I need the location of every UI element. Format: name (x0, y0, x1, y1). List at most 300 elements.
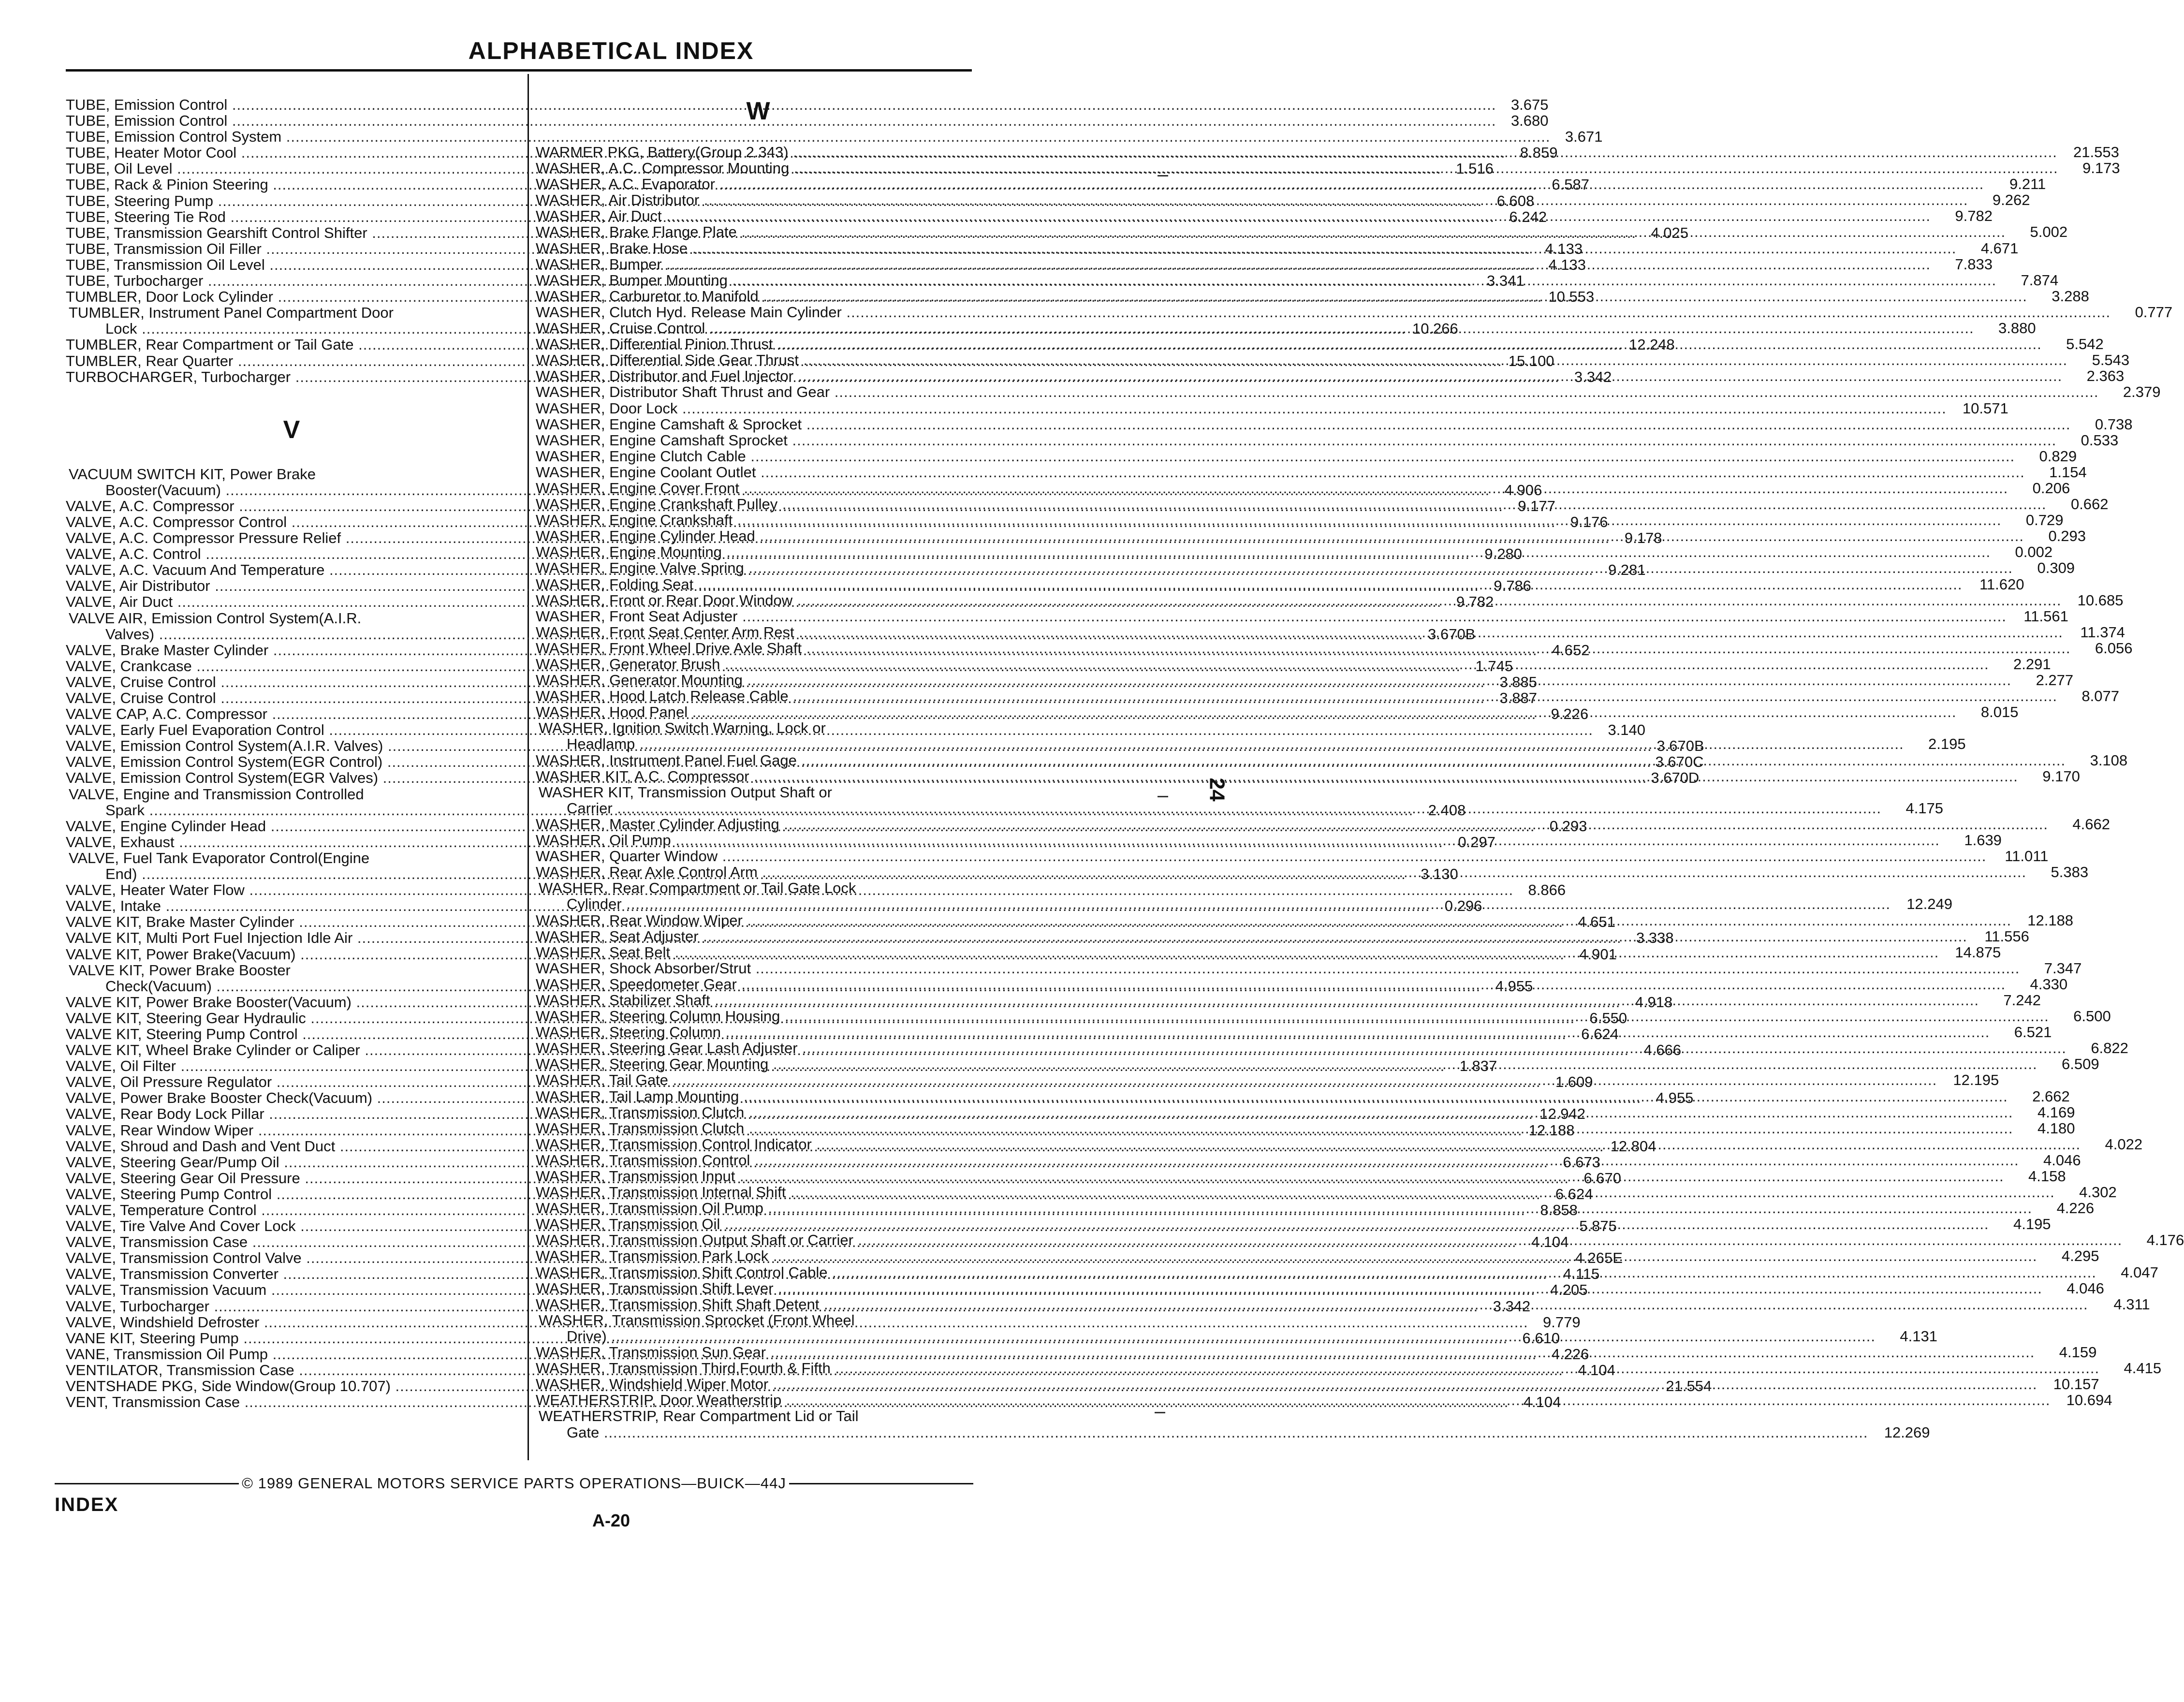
entry-page: 4.906 (1504, 481, 1542, 499)
entry-label: WASHER, Generator Brush ..... (536, 656, 1989, 672)
entry-label: WASHER, Hood Panel ..... (536, 704, 1956, 720)
entry-page: 5.543 (2092, 352, 2130, 369)
entry-page: 3.670B (1656, 737, 1704, 755)
entry-page: 4.104 (1531, 1233, 1569, 1251)
entry-label: WASHER, Oil Pump ..... (536, 832, 1940, 848)
entry-page: 3.670B (1428, 625, 1476, 643)
entry-page: 4.046 (2067, 1279, 2104, 1297)
entry-page: 3.338 (1636, 929, 1674, 947)
index-entry (66, 96, 1549, 113)
entry-page: 9.782 (1955, 207, 1993, 225)
entry-page: 2.379 (2123, 383, 2161, 401)
entry-page: 9.262 (1992, 191, 2030, 209)
entry-label: WASHER, Transmission Control Indicator ..... (536, 1136, 2081, 1152)
entry-label: WASHER KIT, A.C. Compressor ..... (536, 768, 2018, 784)
entry-page: 5.383 (2051, 864, 2089, 881)
entry-page: 12.942 (1539, 1105, 1585, 1123)
entry-page: 0.309 (2037, 559, 2075, 577)
entry-page: 6.670 (1583, 1169, 1622, 1187)
entry-label: VALVE, Exhaust ..... (66, 834, 1443, 850)
entry-page: 0.662 (2070, 496, 2109, 513)
entry-page: 4.671 (1980, 239, 2019, 257)
entry-label: TUBE, Steering Tie Rod ..... (66, 209, 1495, 225)
entry-label: WASHER, Carburetor to Manifold ..... (536, 288, 2027, 304)
title-rule (66, 69, 972, 72)
entry-label: VALVE, Emission Control System(EGR Valves) ..... (66, 770, 1647, 786)
entry-label: VALVE, Transmission Control Valve ..... (66, 1250, 1570, 1266)
entry-page: 4.205 (1550, 1281, 1588, 1299)
entry-page: 9.170 (2042, 767, 2080, 785)
entry-label: WASHER, Engine Clutch Cable ..... (536, 448, 2015, 464)
entry-label: WASHER, Steering Gear Lash Adjuster ..... (536, 1040, 2067, 1056)
entry-page: 6.521 (2014, 1024, 2052, 1041)
entry-label: WASHER, Hood Latch Release Cable ..... (536, 688, 2057, 704)
entry-label: VALVE, Early Fuel Evaporation Control ..... (66, 722, 1593, 738)
entry-page: 4.666 (1643, 1042, 1682, 1059)
entry-label: WASHER, Generator Mounting ..... (536, 672, 2011, 688)
entry-label: WARMER PKG, Battery(Group 2.343) ..... (536, 144, 2057, 160)
index-entry (536, 607, 2068, 625)
entry-label: VALVE, Steering Gear/Pump Oil ..... (66, 1154, 1548, 1170)
entry-label: VALVE, Oil Pressure Regulator ..... (66, 1074, 1540, 1090)
entry-w-rear-line2: Cylinder ..... (536, 896, 1891, 912)
index-entry (536, 415, 2133, 433)
entry-page: 4.133 (1548, 256, 1586, 273)
entry-page: 4.226 (1551, 1345, 1589, 1363)
entry-page: 6.500 (2073, 1008, 2111, 1025)
entry-page: 3.670D (1651, 769, 1700, 787)
entry-label: VALVE KIT, Steering Gear Hydraulic ..... (66, 1010, 1575, 1026)
entry-label: WASHER, Transmission Control ..... (536, 1152, 2019, 1168)
entry-label: WASHER, Front Seat Adjuster ..... (536, 608, 2007, 624)
entry-label: VALVE, Rear Window Wiper ..... (66, 1122, 1523, 1138)
entry-label: VALVE, A.C. Vacuum And Temperature ..... (66, 562, 1594, 578)
entry-page: 4.295 (2061, 1247, 2099, 1265)
index-entry (536, 959, 2082, 977)
entry-label: WASHER, Seat Adjuster ..... (536, 928, 1967, 944)
entry-valve-spark-line2: Spark ..... (66, 802, 1413, 818)
entry-page: 4.133 (1545, 240, 1583, 257)
entry-page: 10.571 (1962, 399, 2008, 417)
entry-page: 2.277 (2036, 672, 2074, 689)
entry-page: 4.662 (2072, 815, 2110, 833)
entry-page: 6.550 (1589, 1009, 1627, 1027)
entry-vacuum-kit-line1: VACUUM SWITCH KIT, Power Brake (69, 465, 316, 483)
entry-page: 0.533 (2081, 431, 2119, 449)
entry-page: 4.176 (2146, 1232, 2184, 1249)
entry-label: WASHER, Transmission Shift Control Cable ..... (536, 1264, 2096, 1280)
entry-label: VALVE, Temperature Control ..... (66, 1202, 1525, 1218)
section-heading-w: W (746, 97, 770, 125)
entry-label: WASHER, Steering Gear Mounting ..... (536, 1056, 2037, 1072)
entry-w-ignition-line2: Headlamp ..... (536, 736, 1904, 752)
entry-label: VALVE, Engine Cylinder Head ..... (66, 818, 1535, 834)
entry-label: WASHER, Steering Column ..... (536, 1024, 1990, 1040)
entry-page: 1.609 (1555, 1073, 1593, 1091)
entry-label: WASHER, Shock Absorber/Strut ..... (536, 960, 2020, 976)
entry-label: WASHER, Tail Lamp Mounting ..... (536, 1088, 2008, 1104)
entry-label: WASHER, Speedometer Gear ..... (536, 976, 2006, 992)
margin-tick (1155, 1412, 1165, 1413)
entry-label: WASHER, Transmission Input ..... (536, 1168, 2004, 1184)
entry-page: 0.777 (2135, 303, 2173, 321)
footer (55, 1475, 973, 1492)
entry-vacuum-kit-line2: Booster(Vacuum) ..... (66, 482, 1490, 498)
index-entry (536, 303, 2173, 321)
entry-label: VALVE, Steering Gear Oil Pressure ..... (66, 1170, 1569, 1186)
entry-label: WASHER, Air Distributor ..... (536, 192, 1968, 208)
entry-page: 6.509 (2062, 1056, 2099, 1073)
entry-page: 2.363 (2086, 367, 2125, 385)
entry-label: VALVE, A.C. Compressor Control ..... (66, 514, 1555, 530)
index-entry (536, 1423, 1930, 1441)
entry-label: VALVE, A.C. Compressor Pressure Relief ..... (66, 530, 1610, 546)
entry-page: 3.342 (1574, 368, 1612, 385)
entry-label: WASHER, Bumper Mounting ..... (536, 272, 1996, 288)
entry-label: WEATHERSTRIP, Door Weatherstrip ..... (536, 1392, 2050, 1408)
entry-label: TURBOCHARGER, Turbocharger ..... (66, 369, 1559, 385)
entry-page: 4.265E (1575, 1249, 1623, 1267)
entry-page: 3.671 (1565, 128, 1603, 146)
entry-label: WASHER, Transmission Shift Lever ..... (536, 1280, 2042, 1296)
entry-page: 4.175 (1906, 799, 1944, 817)
entry-label: VANE, Transmission Oil Pump ..... (66, 1346, 1537, 1362)
entry-page: 9.779 (1543, 1313, 1581, 1331)
entry-page: 11.561 (2023, 607, 2068, 625)
entry-page: 7.242 (2003, 991, 2041, 1009)
entry-label: VALVE, A.C. Compressor ..... (66, 498, 1503, 514)
entry-page: 4.330 (2030, 975, 2068, 993)
entry-label: TUBE, Oil Level ..... (66, 161, 1441, 176)
entry-page: 4.025 (1651, 224, 1688, 241)
entry-label: WASHER, Engine Cylinder Head ..... (536, 528, 2024, 544)
entry-tumbler-panel-line1: TUMBLER, Instrument Panel Compartment Door (69, 304, 394, 322)
entry-label: WASHER, Rear Window Wiper ..... (536, 912, 2011, 928)
entry-label: WASHER, Transmission Clutch ..... (536, 1120, 2013, 1136)
entry-label: WASHER, Instrument Panel Fuel Gage ..... (536, 752, 2066, 768)
entry-page: 14.875 (1955, 943, 2001, 961)
entry-label: VALVE, Turbocharger ..... (66, 1298, 1478, 1314)
entry-page: 9.786 (1494, 577, 1531, 595)
entry-page: 21.554 (1666, 1378, 1712, 1395)
entry-valve-fuel-line2: End) ..... (66, 866, 1406, 882)
page-number: A-20 (592, 1511, 630, 1530)
entry-label: VALVE, Emission Control System(EGR Control) ..... (66, 754, 1652, 770)
entry-page: 4.022 (2105, 1135, 2143, 1153)
entry-page: 6.242 (1509, 208, 1547, 225)
entry-label: WASHER, Engine Valve Spring ..... (536, 560, 2013, 576)
entry-label: VALVE, Windshield Defroster ..... (66, 1314, 1528, 1330)
entry-label: WASHER, Door Lock ..... (536, 400, 1947, 416)
entry-page: 6.608 (1496, 192, 1535, 209)
entry-page: 11.011 (2005, 848, 2049, 865)
entry-page: 9.178 (1624, 529, 1662, 547)
entry-page: 9.173 (2082, 160, 2120, 177)
index-label: INDEX (55, 1494, 119, 1515)
entry-page: 11.620 (1979, 575, 2024, 593)
entry-page: 21.553 (2073, 144, 2119, 161)
entry-label: VALVE, Cruise Control ..... (66, 690, 1485, 706)
entry-label: WASHER, Distributor and Fuel Injector ..... (536, 368, 2062, 384)
entry-page: 12.248 (1628, 336, 1675, 353)
entry-w-weather-line2: Gate ..... (536, 1424, 1868, 1440)
entry-label: WASHER, Transmission Clutch ..... (536, 1104, 2013, 1120)
entry-label: VALVE KIT, Steering Pump Control ..... (66, 1026, 1567, 1042)
entry-label: TUBE, Transmission Oil Level ..... (66, 257, 1534, 273)
entry-label: VALVE, Transmission Converter ..... (66, 1266, 1547, 1282)
entry-label: WASHER, Steering Column Housing ..... (536, 1008, 2049, 1024)
entry-label: TUMBLER, Door Lock Cylinder ..... (66, 289, 1542, 305)
entry-page: 4.046 (2043, 1151, 2081, 1169)
entry-page: 8.015 (1980, 704, 2019, 721)
entry-valve-booster-line1: VALVE KIT, Power Brake Booster (69, 961, 291, 979)
entry-label: VALVE, Transmission Vacuum ..... (66, 1282, 1536, 1298)
entry-label: WASHER, Transmission Oil ..... (536, 1216, 1989, 1232)
entry-label: VALVE, Transmission Case ..... (66, 1234, 1516, 1250)
entry-label: VENTILATOR, Transmission Case ..... (66, 1362, 1563, 1378)
entry-label: WASHER, Rear Axle Control Arm ..... (536, 864, 2026, 880)
entry-page: 10.694 (2066, 1392, 2112, 1409)
entry-page: 3.341 (1487, 272, 1524, 290)
index-entry (536, 848, 2049, 865)
entry-page: 9.280 (1484, 545, 1522, 563)
entry-label: VENT, Transmission Case ..... (66, 1394, 1509, 1410)
entry-label: VENTSHADE PKG, Side Window(Group 10.707) ..... (66, 1378, 1659, 1394)
entry-page: 1.516 (1456, 160, 1494, 177)
footer-rule-right (789, 1483, 973, 1484)
entry-label: VALVE, Tire Valve And Cover Lock ..... (66, 1218, 1565, 1234)
entry-page: 4.651 (1578, 913, 1615, 931)
entry-label: VALVE KIT, Wheel Brake Cylinder or Caliper ..... (66, 1042, 1629, 1058)
entry-label: VALVE, Air Distributor ..... (66, 578, 1479, 594)
entry-page: 9.177 (1518, 497, 1555, 514)
entry-label: WASHER, Quarter Window ..... (536, 848, 1986, 864)
entry-label: VALVE, Air Duct ..... (66, 594, 1441, 610)
entry-page: 10.266 (1412, 320, 1458, 337)
entry-page: 4.104 (1523, 1394, 1561, 1411)
entry-page: 9.211 (2009, 176, 2046, 193)
entry-w-weather-line1: WEATHERSTRIP, Rear Compartment Lid or Tail (539, 1408, 859, 1425)
entry-label: WASHER, Bumper ..... (536, 256, 1931, 272)
entry-page: 3.885 (1499, 673, 1537, 690)
entry-page: 0.296 (1444, 897, 1482, 915)
entry-page: 12.195 (1953, 1071, 1999, 1089)
entry-page: 6.624 (1555, 1185, 1593, 1203)
entry-w-sprocket-line1: WASHER, Transmission Sprocket (Front Wheel (539, 1311, 855, 1329)
entry-label: TUBE, Transmission Gearshift Control Shifter ..... (66, 225, 1636, 241)
entry-label: VALVE, Emission Control System(A.I.R. Valves) ..... (66, 738, 1652, 754)
entry-label: TUBE, Turbocharger ..... (66, 273, 1472, 289)
entry-page: 2.291 (2013, 656, 2051, 673)
entry-valve-fuel-line1: VALVE, Fuel Tank Evaporator Control(Engine (69, 849, 370, 866)
entry-label: TUMBLER, Rear Compartment or Tail Gate ..... (66, 337, 1623, 352)
entry-label: VALVE, Cruise Control ..... (66, 674, 1485, 690)
entry-page: 3.108 (2090, 751, 2128, 769)
margin-tick (1158, 175, 1168, 176)
entry-page: 0.738 (2095, 415, 2133, 433)
entry-page: 12.269 (1884, 1423, 1930, 1441)
entry-page: 4.131 (1900, 1327, 1937, 1345)
index-entry (66, 112, 1549, 130)
entry-label: VALVE, Oil Filter ..... (66, 1058, 1445, 1074)
entry-label: WASHER, Master Cylinder Adjusting ..... (536, 816, 2048, 832)
entry-label: WASHER, Engine Coolant Outlet ..... (536, 464, 2025, 480)
entry-page: 4.180 (2037, 1119, 2075, 1137)
entry-page: 3.670C (1655, 753, 1704, 771)
entry-page: 0.002 (2015, 543, 2053, 561)
footer-rule-left (55, 1483, 239, 1484)
entry-label: VALVE, Brake Master Cylinder ..... (66, 642, 1538, 658)
entry-page: 2.408 (1428, 801, 1466, 819)
entry-page: 15.100 (1508, 352, 1554, 369)
entry-label: WASHER, Engine Crankshaft Pulley ..... (536, 496, 2047, 512)
entry-page: 12.188 (1528, 1121, 1575, 1139)
entry-page: 8.859 (1520, 144, 1558, 161)
index-entry (66, 128, 1603, 146)
entry-page: 8.858 (1540, 1202, 1578, 1218)
index-entry (536, 447, 2077, 465)
entry-label: WASHER, Brake Hose ..... (536, 240, 1956, 256)
page-title: ALPHABETICAL INDEX (468, 37, 754, 64)
entry-page: 9.176 (1570, 513, 1608, 530)
entry-valve-air-line1: VALVE AIR, Emission Control System(A.I.R. (69, 609, 362, 627)
entry-page: 7.874 (2021, 271, 2059, 289)
entry-page: 5.542 (2066, 336, 2104, 353)
entry-label: VALVE CAP, A.C. Compressor ..... (66, 706, 1536, 722)
entry-page: 0.729 (2025, 512, 2064, 529)
entry-page: 4.302 (2079, 1184, 2117, 1201)
entry-label: TUBE, Transmission Oil Filler ..... (66, 241, 1530, 257)
entry-page: 12.249 (1906, 895, 1953, 913)
margin-tick (1158, 796, 1168, 797)
entry-label: VALVE, Crankcase ..... (66, 658, 1461, 674)
entry-label: VALVE, Power Brake Booster Check(Vacuum) ..... (66, 1090, 1641, 1106)
entry-page: 3.130 (1421, 866, 1458, 883)
entry-page: 4.901 (1579, 945, 1617, 963)
entry-page: 2.195 (1928, 735, 1966, 753)
copyright-text: © 1989 GENERAL MOTORS SERVICE PARTS OPERATIONS—BUICK—44J (242, 1475, 786, 1492)
entry-page: 4.047 (2121, 1263, 2158, 1281)
entry-label: VALVE, A.C. Control ..... (66, 546, 1470, 562)
entry-page: 4.115 (1563, 1265, 1600, 1283)
entry-page: 0.297 (1458, 833, 1495, 851)
entry-label: TUBE, Steering Pump ..... (66, 193, 1482, 209)
entry-page: 3.140 (1608, 721, 1646, 739)
entry-page: 7.347 (2044, 959, 2082, 977)
entry-w-ignition-line1: WASHER, Ignition Switch Warning, Lock or (539, 719, 826, 737)
entry-label: WASHER, Engine Cover Front ..... (536, 480, 2008, 496)
entry-page: 4.226 (2056, 1200, 2095, 1217)
entry-label: WASHER, Transmission Internal Shift ..... (536, 1184, 2055, 1200)
entry-label: WASHER, Transmission Third,Fourth & Fifth ..... (536, 1360, 2099, 1376)
edge-mark: 24 (1205, 778, 1229, 802)
entry-page: 9.226 (1551, 705, 1589, 723)
entry-page: 4.311 (2113, 1295, 2150, 1313)
entry-page: 6.056 (2095, 639, 2133, 657)
entry-page: 11.556 (1984, 927, 2029, 945)
entry-label: TUBE, Emission Control ..... (66, 97, 1496, 113)
index-entry (536, 431, 2119, 449)
entry-tumbler-panel-line2: Lock ..... (66, 321, 1406, 337)
entry-label: WASHER, A.C. Compressor Mounting ..... (536, 160, 2058, 176)
entry-page: 10.685 (2077, 591, 2124, 609)
entry-page: 6.610 (1522, 1329, 1560, 1347)
entry-label: WASHER, Engine Mounting ..... (536, 544, 1991, 560)
entry-label: WASHER, Folding Seat ..... (536, 576, 1963, 592)
entry-page: 1.837 (1459, 1057, 1497, 1075)
entry-page: 6.673 (1563, 1153, 1600, 1171)
entry-page: 4.104 (1578, 1361, 1615, 1379)
entry-label: WASHER, Engine Camshaft & Sprocket ..... (536, 416, 2070, 432)
entry-w-sprocket-line2: Drive) ..... (536, 1328, 1876, 1344)
entry-page: 1.639 (1964, 832, 2002, 849)
entry-page: 0.206 (2032, 479, 2070, 497)
entry-page: 3.675 (1510, 96, 1549, 113)
entry-page: 11.374 (2080, 623, 2125, 641)
entry-label: VALVE KIT, Multi Port Fuel Injection Idle Air ..... (66, 930, 1622, 946)
entry-page: 5.875 (1579, 1218, 1617, 1235)
entry-label: WASHER, Differential Side Gear Thrust ..... (536, 352, 2067, 368)
entry-label: VALVE KIT, Power Brake Booster(Vacuum) ..... (66, 994, 1620, 1010)
entry-label: TUBE, Emission Control System ..... (66, 129, 1550, 145)
entry-page: 1.745 (1475, 657, 1513, 675)
entry-valve-air-line2: Valves) ..... (66, 626, 1423, 642)
entry-label: VALVE, Shroud and Dash and Vent Duct ..... (66, 1138, 1604, 1154)
entry-label: TUBE, Heater Motor Cool ..... (66, 145, 1505, 161)
entry-label: WASHER, Differential Pinion Thrust ..... (536, 336, 2042, 352)
entry-label: VALVE KIT, Power Brake(Vacuum) ..... (66, 946, 1565, 962)
entry-valve-spark-line1: VALVE, Engine and Transmission Controlled (69, 785, 364, 803)
entry-page: 3.887 (1499, 690, 1537, 706)
entry-label: WASHER, Transmission Park Lock ..... (536, 1248, 2037, 1264)
entry-label: VALVE, Heater Water Flow ..... (66, 882, 1513, 898)
entry-page: 4.159 (2059, 1344, 2097, 1361)
entry-valve-booster-line2: Check(Vacuum) ..... (66, 978, 1480, 994)
entry-page: 8.077 (2081, 688, 2119, 705)
entry-label: WASHER, A.C. Evaporator ..... (536, 176, 1984, 192)
entry-label: VANE KIT, Steering Pump ..... (66, 1330, 1508, 1346)
index-entry (536, 463, 2087, 481)
index-entry (536, 383, 2161, 401)
entry-label: WASHER, Air Duct ..... (536, 208, 1931, 224)
entry-label: VALVE, Steering Pump Control ..... (66, 1186, 1540, 1202)
entry-label: WASHER, Distributor Shaft Thrust and Gear ..... (536, 384, 2098, 400)
entry-label: WASHER, Engine Crankshaft ..... (536, 512, 2001, 528)
entry-page: 4.955 (1656, 1089, 1694, 1107)
entry-label: VALVE, Rear Body Lock Pillar ..... (66, 1106, 1533, 1122)
entry-page: 10.553 (1548, 288, 1595, 306)
entry-page: 4.169 (2037, 1103, 2075, 1121)
entry-label: WASHER, Clutch Hyd. Release Main Cylinder ..... (536, 304, 2111, 320)
entry-w-output-line2: Carrier ..... (536, 800, 1881, 816)
entry-label: WASHER, Cruise Control ..... (536, 320, 1974, 336)
entry-page: 3.342 (1493, 1297, 1531, 1315)
entry-label: TUBE, Rack & Pinion Steering ..... (66, 176, 1537, 192)
section-heading-v: V (283, 415, 300, 444)
entry-page: 9.281 (1608, 561, 1646, 579)
entry-page: 4.195 (2013, 1216, 2051, 1233)
entry-label: WASHER, Transmission Shift Shaft Detent ..... (536, 1296, 2088, 1312)
entry-page: 10.157 (2053, 1376, 2099, 1393)
entry-label: WASHER, Stabilizer Shaft ..... (536, 992, 1979, 1008)
entry-w-output-line1: WASHER KIT, Transmission Output Shaft or (539, 783, 832, 801)
entry-page: 12.804 (1610, 1137, 1656, 1155)
entry-label: WASHER, Transmission Sun Gear ..... (536, 1344, 2035, 1360)
entry-page: 4.158 (2028, 1168, 2066, 1185)
entry-page: 0.829 (2039, 447, 2077, 465)
entry-page: 12.188 (2027, 911, 2074, 929)
entry-page: 3.880 (1998, 320, 2036, 337)
